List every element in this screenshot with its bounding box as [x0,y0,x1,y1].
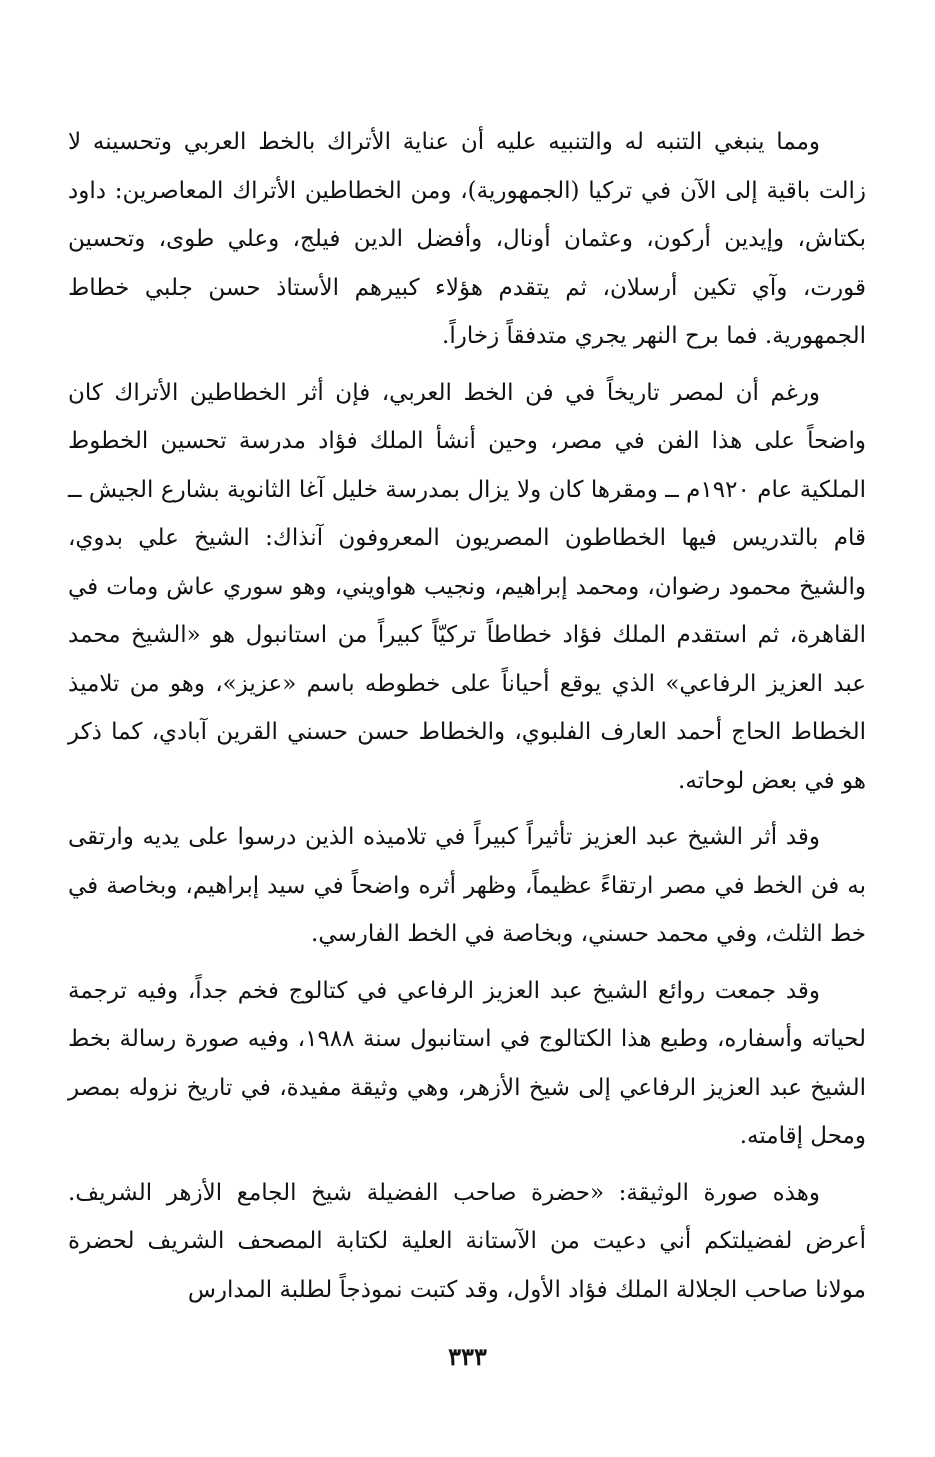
body-text [68,118,866,1314]
paragraph-egypt-calligraphy-school: ورغم أن لمصر تاريخاً في فن الخط العربي، فإن أثر الخطاطين الأتراك كان واضحاً على هذا الفن في مصر، وحين أنشأ الملك فؤاد مدرسة تحسين الخطوط الملكية عام ١٩٢٠م ــ ومقرها كان ولا يزال بمدرسة خليل آغا الثانوية بشارع الجيش ــ قام بالتدريس فيها الخطاطون المصريون المعروفون آنذاك: الشيخ علي بدوي، والشيخ محمود رضوان، ومحمد إبراهيم، ونجيب هواويني، وهو سوري عاش ومات في القاهرة، ثم استقدم الملك فؤاد خطاطاً تركيّاً كبيراً من استانبول هو «الشيخ محمد عبد العزيز الرفاعي» الذي يوقع أحياناً على خطوطه باسم «عزيز»، وهو من تلاميذ الخطاط الحاج أحمد العارف الفلبوي، والخطاط حسن حسني القرين آبادي، كما ذكر هو في بعض لوحاته. [68,379,866,794]
paragraph-sheikh-influence: وقد أثر الشيخ عبد العزيز تأثيراً كبيراً في تلاميذه الذين درسوا على يديه وارتقى به فن الخط في مصر ارتقاءً عظيماً، وظهر أثره واضحاً في سيد إبراهيم، وبخاصة في خط الثلث، وفي محمد حسني، وبخاصة في الخط الفارسي. [68,824,866,947]
paragraph-document-text: وهذه صورة الوثيقة: «حضرة صاحب الفضيلة شيخ الجامع الأزهر الشريف. أعرض لفضيلتكم أني دعيت من الآستانة العلية لكتابة المصحف الشريف لحضرة مولانا صاحب الجلالة الملك فؤاد الأول، وقد كتبت نموذجاً لطلبة المدارس [68,1179,866,1303]
paragraph-turkish-calligraphers: ومما ينبغي التنبه له والتنبيه عليه أن عناية الأتراك بالخط العربي وتحسينه لا زالت باقية إلى الآن في تركيا (الجمهورية)، ومن الخطاطين الأتراك المعاصرين: داود بكتاش، وإيدين أركون، وعثمان أونال، وأفضل الدين فيلج، وعلي طوى، وتحسين قورت، وآي تكين أرسلان، ثم يتقدم هؤلاء كبيرهم الأستاذ حسن جلبي خطاط الجمهورية. فما برح النهر يجري متدفقاً زخاراً. [68,129,867,349]
page-number: ٣٣٣ [448,1342,487,1371]
paragraph-catalogue: وقد جمعت روائع الشيخ عبد العزيز الرفاعي في كتالوج فخم جداً، وفيه ترجمة لحياته وأسفاره، وطبع هذا الكتالوج في استانبول سنة ١٩٨٨، وفيه صورة رسالة بخط الشيخ عبد العزيز الرفاعي إلى شيخ الأزهر، وهي وثيقة مفيدة، في تاريخ نزوله بمصر ومحل إقامته. [68,977,866,1149]
